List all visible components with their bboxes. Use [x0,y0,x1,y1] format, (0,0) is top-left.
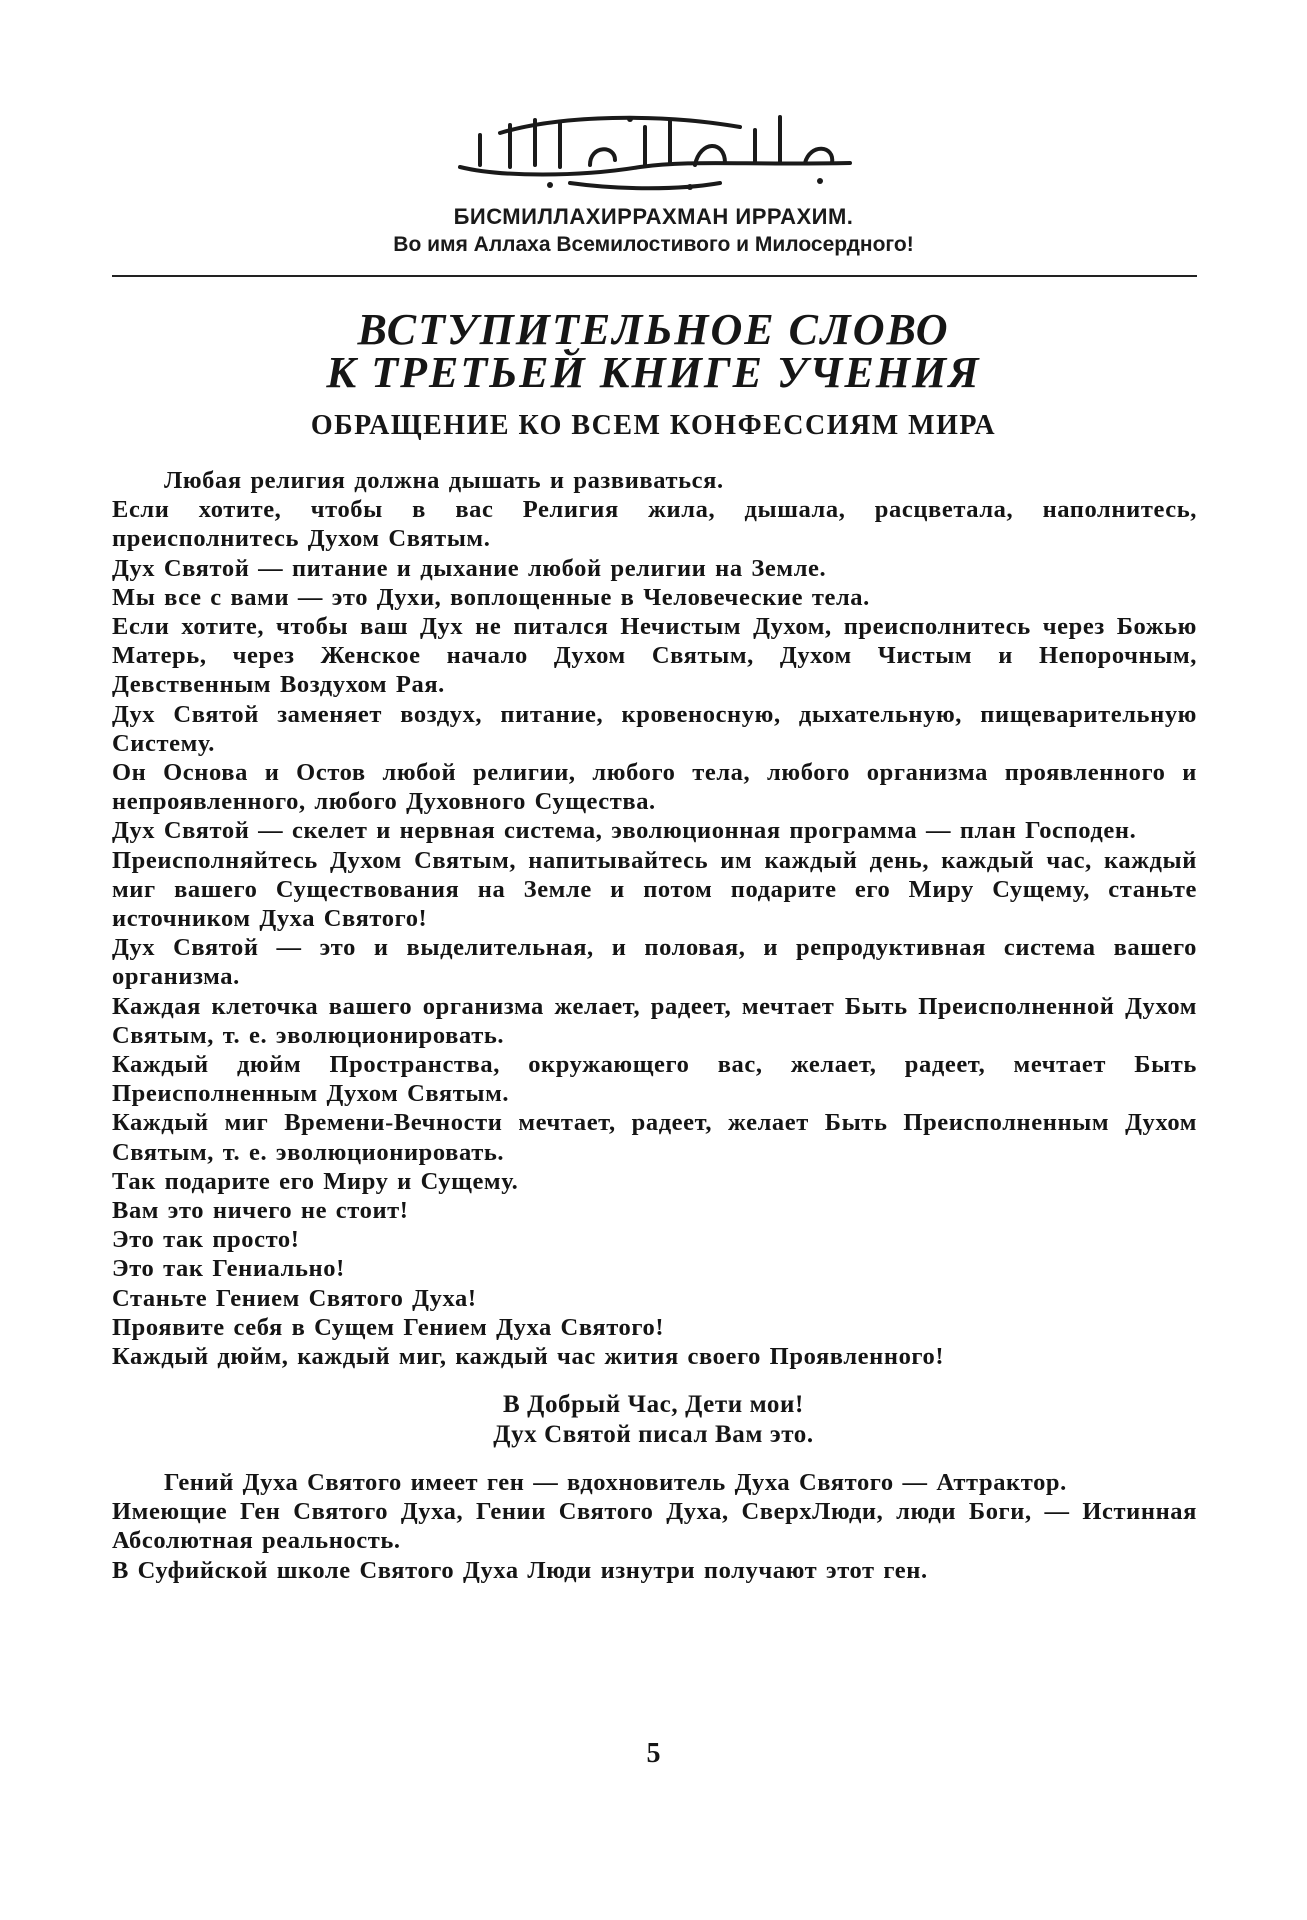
paragraph: Это так просто! [112,1226,300,1254]
closing-paragraph: Имеющие Ген Святого Духа, Гении Святого Духа, СверхЛюди, люди Боги, — Истинная Абсолютная реальность. [112,1498,1197,1555]
main-body-text [112,466,1197,1371]
sign-off-line-1: В Добрый Час, Дети мои! [503,1391,804,1418]
chapter-title-line-1: ВСТУПИТЕЛЬНОЕ СЛОВО [357,305,950,354]
section-subtitle: ОБРАЩЕНИЕ КО ВСЕМ КОНФЕССИЯМ МИРА [310,410,997,441]
chapter-title-line-2: К ТРЕТЬЕЙ КНИГЕ УЧЕНИЯ [326,348,981,397]
paragraph: Проявите себя в Сущем Гением Духа Святого! [112,1313,665,1341]
sign-off-line-2: Дух Святой писал Вам это. [493,1421,814,1448]
paragraph: Так подарите его Миру и Сущему. [112,1167,519,1195]
basmala-calligraphy [440,105,870,195]
paragraph: Каждый дюйм, каждый миг, каждый час жития своего Проявленного! [112,1343,945,1371]
paragraph: Каждый дюйм Пространства, окружающего вас, желает, радеет, мечтает Быть Преисполненным Духом Святым. [112,1051,1197,1108]
invocation-translation: Во имя Аллаха Всемилостивого и Милосердного! [393,233,914,256]
paragraph: Каждый миг Времени-Вечности мечтает, радеет, желает Быть Преисполненным Духом Святым, т. е. эволюционировать. [112,1109,1197,1166]
paragraph: Дух Святой — питание и дыхание любой религии на Земле. [112,554,827,582]
closing-text [112,1468,1197,1585]
sign-off [0,1390,1307,1450]
paragraph: Дух Святой — это и выделительная, и половая, и репродуктивная система вашего организма. [112,934,1197,991]
page-number: 5 [646,1738,661,1769]
paragraph: Каждая клеточка вашего организма желает, радеет, мечтает Быть Преисполненной Духом Святым, т. е. эволюционировать. [112,992,1197,1049]
header-divider [112,275,1197,277]
paragraph: Мы все с вами — это Духи, воплощенные в Человеческие тела. [112,583,870,611]
invocation-transliteration: БИСМИЛЛАХИРРАХМАН ИРРАХИМ. [453,204,854,229]
paragraph: Станьте Гением Святого Духа! [112,1284,477,1312]
paragraph: Если хотите, чтобы ваш Дух не питался Нечистым Духом, преисполнитесь через Божью Матерь, через Женское начало Духом Святым, Духом Чистым и Непорочным, Девственным Воздухом Рая. [112,613,1197,699]
paragraph: Он Основа и Остов любой религии, любого тела, любого организма проявленного и непроявленного, любого Духовного Существа. [112,759,1197,816]
paragraph: Дух Святой — скелет и нервная система, эволюционная программа — план Господен. [112,817,1137,845]
invocation-header [0,203,1307,258]
paragraph: Любая религия должна дышать и развиваться. [164,467,724,494]
paragraph: Дух Святой заменяет воздух, питание, кровеносную, дыхательную, пищеварительную Систему. [112,700,1197,757]
closing-paragraph: Гений Духа Святого имеет ген — вдохновитель Духа Святого — Аттрактор. [164,1469,1067,1496]
paragraph: Преисполняйтесь Духом Святым, напитывайтесь им каждый день, каждый час, каждый миг вашего Существования на Земле и потом подарите его Миру Сущему, станьте источником Духа Святого! [112,846,1197,933]
paragraph: Вам это ничего не стоит! [112,1197,409,1225]
chapter-title [0,305,1307,397]
paragraph: Если хотите, чтобы в вас Религия жила, дышала, расцветала, наполнитесь, преисполнитесь Духом Святым. [112,496,1197,553]
closing-paragraph: В Суфийской школе Святого Духа Люди изнутри получают этот ген. [112,1556,928,1584]
paragraph: Это так Гениально! [112,1255,345,1283]
